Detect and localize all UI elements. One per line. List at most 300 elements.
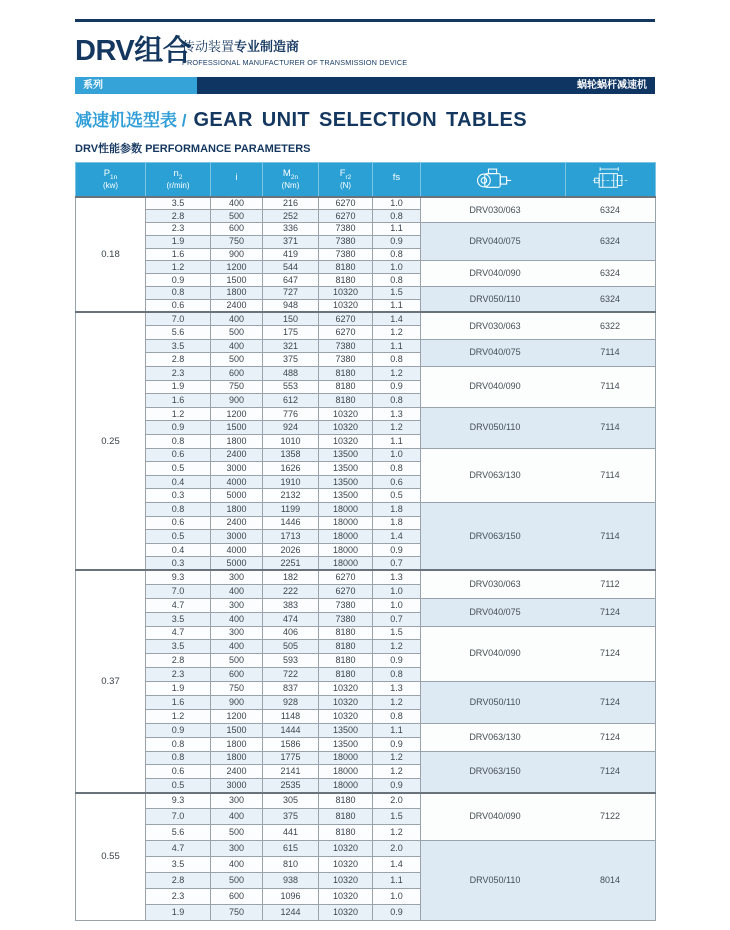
data-cell: 612 [263, 394, 319, 408]
data-cell: 300 [211, 570, 263, 584]
data-cell: 300 [211, 598, 263, 612]
table-row [76, 312, 656, 326]
data-cell: 1200 [211, 709, 263, 723]
data-cell: 0.5 [146, 779, 211, 793]
data-cell: 400 [211, 339, 263, 353]
data-cell: 1446 [263, 516, 319, 530]
data-cell: 727 [263, 287, 319, 300]
data-cell: 419 [263, 248, 319, 261]
data-cell: 10320 [319, 287, 373, 300]
size-label: 6324 [599, 204, 621, 215]
data-cell: 383 [263, 598, 319, 612]
data-cell: 1713 [263, 530, 319, 544]
model-cell [421, 197, 656, 223]
data-cell: 1.3 [373, 682, 421, 696]
data-cell: 400 [211, 584, 263, 598]
model-cell [421, 570, 656, 598]
model-label: DRV030/063 [469, 579, 521, 590]
model-cell [421, 598, 656, 626]
table-header-row [76, 163, 656, 198]
brand-logo: DRV组合 [75, 35, 192, 67]
data-cell: 1800 [211, 737, 263, 751]
data-cell: 615 [263, 841, 319, 857]
data-cell: 938 [263, 873, 319, 889]
data-cell: 1.1 [373, 873, 421, 889]
data-cell: 0.8 [373, 274, 421, 287]
data-cell: 10320 [319, 709, 373, 723]
data-cell: 9.3 [146, 793, 211, 809]
data-cell: 1.0 [373, 598, 421, 612]
data-cell: 0.9 [373, 543, 421, 557]
data-cell: 1800 [211, 287, 263, 300]
table-row [76, 570, 656, 584]
data-cell: 1910 [263, 475, 319, 489]
data-cell: 600 [211, 367, 263, 381]
data-cell: 0.9 [373, 779, 421, 793]
size-label: 6324 [599, 293, 621, 304]
data-cell: 6270 [319, 210, 373, 223]
data-cell: 0.8 [146, 287, 211, 300]
model-label: DRV063/130 [469, 469, 521, 480]
size-label: 7122 [599, 811, 621, 822]
data-cell: 1.3 [373, 407, 421, 421]
data-cell: 1.0 [373, 261, 421, 274]
model-label: DRV063/150 [469, 530, 521, 541]
data-cell: 1.2 [146, 709, 211, 723]
table-row [76, 598, 656, 612]
data-cell: 300 [211, 841, 263, 857]
data-cell: 500 [211, 353, 263, 367]
model-label: DRV050/110 [469, 696, 521, 707]
data-cell: 1358 [263, 448, 319, 462]
data-cell: 7380 [319, 598, 373, 612]
data-cell: 0.6 [373, 475, 421, 489]
data-cell: 3000 [211, 779, 263, 793]
data-cell: 10320 [319, 695, 373, 709]
data-cell: 7.0 [146, 584, 211, 598]
data-cell: 6270 [319, 197, 373, 210]
data-cell: 336 [263, 223, 319, 236]
data-cell: 1.5 [373, 287, 421, 300]
data-cell: 18000 [319, 516, 373, 530]
data-cell: 750 [211, 380, 263, 394]
data-cell: 1200 [211, 407, 263, 421]
data-cell: 900 [211, 248, 263, 261]
size-label: 7114 [600, 422, 620, 433]
data-cell: 375 [263, 809, 319, 825]
col-header-speed: $n_2$ (r/min) [146, 163, 211, 198]
data-cell: 3000 [211, 462, 263, 476]
col-header-radial-load: $F_{r2}$ (N) [319, 163, 373, 198]
power-cell: 0.37 [76, 570, 146, 792]
data-cell: 810 [263, 857, 319, 873]
model-cell [421, 793, 656, 841]
data-cell: 18000 [319, 530, 373, 544]
size-label: 7114 [600, 530, 620, 541]
data-cell: 2251 [263, 557, 319, 571]
data-cell: 321 [263, 339, 319, 353]
size-label: 7124 [599, 606, 621, 617]
data-cell: 4.7 [146, 598, 211, 612]
model-cell [421, 682, 656, 724]
table-body [76, 197, 656, 921]
data-cell: 0.9 [373, 905, 421, 921]
data-cell: 2400 [211, 448, 263, 462]
data-cell: 7.0 [146, 809, 211, 825]
data-cell: 0.8 [373, 709, 421, 723]
model-label: DRV063/150 [469, 766, 521, 777]
data-cell: 6270 [319, 570, 373, 584]
data-cell: 0.4 [146, 543, 211, 557]
gearbox-icon [421, 166, 565, 194]
data-cell: 1.4 [373, 857, 421, 873]
data-cell: 0.9 [146, 723, 211, 737]
data-cell: 2141 [263, 765, 319, 779]
data-cell: 1.6 [146, 695, 211, 709]
data-cell: 8180 [319, 793, 373, 809]
data-cell: 0.9 [373, 737, 421, 751]
table-row [76, 626, 656, 640]
data-cell: 1.8 [373, 502, 421, 516]
series-bar [75, 77, 655, 94]
table-row [76, 223, 656, 236]
data-cell: 5.6 [146, 825, 211, 841]
data-cell: 4.7 [146, 626, 211, 640]
data-cell: 1626 [263, 462, 319, 476]
data-cell: 600 [211, 889, 263, 905]
data-cell: 1.9 [146, 380, 211, 394]
model-cell [421, 626, 656, 682]
data-cell: 1.4 [373, 312, 421, 326]
data-cell: 1.2 [373, 765, 421, 779]
series-product-label: 蜗轮蜗杆减速机 [197, 77, 655, 94]
table-row [76, 407, 656, 421]
data-cell: 1.2 [373, 367, 421, 381]
data-cell: 1500 [211, 421, 263, 435]
data-cell: 1096 [263, 889, 319, 905]
data-cell: 8180 [319, 654, 373, 668]
data-cell: 441 [263, 825, 319, 841]
size-label: 6324 [599, 236, 621, 247]
data-cell: 0.6 [146, 765, 211, 779]
tagline-cn [182, 36, 407, 55]
data-cell: 252 [263, 210, 319, 223]
data-cell: 3.5 [146, 612, 211, 626]
data-cell: 2400 [211, 516, 263, 530]
data-cell: 600 [211, 668, 263, 682]
data-cell: 1.2 [146, 407, 211, 421]
col-header-ratio: i [211, 163, 263, 198]
data-cell: 8180 [319, 668, 373, 682]
data-cell: 750 [211, 682, 263, 696]
data-cell: 305 [263, 793, 319, 809]
data-cell: 13500 [319, 737, 373, 751]
data-cell: 400 [211, 197, 263, 210]
performance-table [75, 162, 656, 921]
motor-dimension-icon [566, 166, 655, 194]
data-cell: 0.7 [373, 557, 421, 571]
page-subtitle: DRV性能参数 PERFORMANCE PARAMETERS [75, 143, 311, 155]
data-cell: 2.8 [146, 654, 211, 668]
data-cell: 1.2 [373, 695, 421, 709]
data-cell: 1.2 [373, 326, 421, 340]
col-header-size [566, 163, 656, 198]
data-cell: 400 [211, 612, 263, 626]
data-cell: 8180 [319, 274, 373, 287]
table-row [76, 339, 656, 353]
data-cell: 0.9 [146, 274, 211, 287]
data-cell: 2.3 [146, 889, 211, 905]
data-cell: 2400 [211, 299, 263, 312]
data-cell: 1.2 [373, 421, 421, 435]
tagline-cn-bold: 专业制造商 [234, 39, 300, 54]
data-cell: 2400 [211, 765, 263, 779]
data-cell: 900 [211, 695, 263, 709]
model-cell [421, 502, 656, 570]
model-label: DRV040/075 [469, 236, 521, 247]
data-cell: 1775 [263, 751, 319, 765]
data-cell: 474 [263, 612, 319, 626]
data-cell: 10320 [319, 905, 373, 921]
data-cell: 1.2 [373, 825, 421, 841]
data-cell: 18000 [319, 765, 373, 779]
data-cell: 8180 [319, 825, 373, 841]
size-label: 7124 [599, 766, 621, 777]
data-cell: 0.5 [146, 530, 211, 544]
data-cell: 222 [263, 584, 319, 598]
data-cell: 18000 [319, 502, 373, 516]
data-cell: 0.8 [146, 435, 211, 449]
data-cell: 400 [211, 857, 263, 873]
data-cell: 4.7 [146, 841, 211, 857]
data-cell: 0.8 [373, 248, 421, 261]
data-cell: 1444 [263, 723, 319, 737]
data-cell: 722 [263, 668, 319, 682]
model-label: DRV040/090 [469, 811, 521, 822]
power-cell: 0.18 [76, 197, 146, 312]
table-row [76, 841, 656, 857]
data-cell: 1.5 [373, 626, 421, 640]
model-label: DRV063/130 [469, 731, 521, 742]
data-cell: 18000 [319, 779, 373, 793]
model-cell [421, 312, 656, 339]
data-cell: 1.1 [373, 299, 421, 312]
data-cell: 1.0 [373, 584, 421, 598]
data-cell: 593 [263, 654, 319, 668]
data-cell: 1.9 [146, 905, 211, 921]
data-cell: 371 [263, 235, 319, 248]
data-cell: 6270 [319, 326, 373, 340]
data-cell: 500 [211, 825, 263, 841]
data-cell: 0.9 [373, 235, 421, 248]
data-cell: 505 [263, 640, 319, 654]
data-cell: 8180 [319, 261, 373, 274]
page-title-en: GEAR UNIT SELECTION TABLES [193, 109, 527, 131]
data-cell: 13500 [319, 475, 373, 489]
data-cell: 553 [263, 380, 319, 394]
data-cell: 400 [211, 809, 263, 825]
data-cell: 0.9 [373, 380, 421, 394]
data-cell: 10320 [319, 682, 373, 696]
data-cell: 924 [263, 421, 319, 435]
data-cell: 7380 [319, 353, 373, 367]
data-cell: 1.2 [146, 261, 211, 274]
data-cell: 13500 [319, 489, 373, 503]
data-cell: 1.2 [373, 640, 421, 654]
data-cell: 4000 [211, 475, 263, 489]
table-row [76, 502, 656, 516]
data-cell: 1.3 [373, 570, 421, 584]
table-row [76, 261, 656, 274]
data-cell: 928 [263, 695, 319, 709]
model-cell [421, 448, 656, 502]
data-cell: 0.8 [373, 668, 421, 682]
data-cell: 2535 [263, 779, 319, 793]
size-label: 8014 [599, 875, 621, 886]
data-cell: 7380 [319, 339, 373, 353]
data-cell: 0.5 [373, 489, 421, 503]
data-cell: 2.0 [373, 793, 421, 809]
data-cell: 1.4 [373, 530, 421, 544]
data-cell: 3.5 [146, 640, 211, 654]
model-cell [421, 261, 656, 287]
data-cell: 500 [211, 654, 263, 668]
model-label: DRV040/090 [469, 268, 521, 279]
data-cell: 500 [211, 873, 263, 889]
data-cell: 837 [263, 682, 319, 696]
data-cell: 1.9 [146, 235, 211, 248]
data-cell: 175 [263, 326, 319, 340]
size-label: 7124 [599, 648, 621, 659]
data-cell: 1500 [211, 723, 263, 737]
data-cell: 0.8 [373, 210, 421, 223]
table-row [76, 793, 656, 809]
data-cell: 1.0 [373, 197, 421, 210]
data-cell: 10320 [319, 421, 373, 435]
selection-table-wrap [75, 162, 656, 921]
data-cell: 948 [263, 299, 319, 312]
page-title-cn: 减速机选型表 / [75, 111, 187, 130]
tagline-cn-light: 传动装置 [182, 39, 235, 54]
data-cell: 2.3 [146, 223, 211, 236]
size-label: 6324 [599, 268, 621, 279]
data-cell: 8180 [319, 626, 373, 640]
data-cell: 3.5 [146, 339, 211, 353]
data-cell: 1.0 [373, 448, 421, 462]
data-cell: 0.6 [146, 448, 211, 462]
data-cell: 7380 [319, 223, 373, 236]
model-label: DRV030/063 [469, 320, 521, 331]
col-header-torque: $M_{2n}$ (Nm) [263, 163, 319, 198]
data-cell: 647 [263, 274, 319, 287]
data-cell: 500 [211, 210, 263, 223]
data-cell: 544 [263, 261, 319, 274]
data-cell: 776 [263, 407, 319, 421]
model-label: DRV050/110 [469, 422, 521, 433]
data-cell: 10320 [319, 857, 373, 873]
brand-taglines [182, 36, 407, 67]
data-cell: 1.0 [373, 889, 421, 905]
data-cell: 2132 [263, 489, 319, 503]
data-cell: 0.9 [373, 654, 421, 668]
page-title [75, 106, 527, 132]
data-cell: 0.6 [146, 516, 211, 530]
data-cell: 13500 [319, 723, 373, 737]
table-row [76, 751, 656, 765]
data-cell: 13500 [319, 448, 373, 462]
data-cell: 10320 [319, 889, 373, 905]
top-rule [75, 19, 655, 22]
data-cell: 2.0 [373, 841, 421, 857]
model-label: DRV040/075 [469, 347, 521, 358]
data-cell: 18000 [319, 557, 373, 571]
data-cell: 1800 [211, 435, 263, 449]
col-header-power: $P_{1n}$ (kw) [76, 163, 146, 198]
data-cell: 600 [211, 223, 263, 236]
table-row [76, 287, 656, 300]
data-cell: 1.1 [373, 223, 421, 236]
power-cell: 0.55 [76, 793, 146, 921]
data-cell: 1.2 [373, 751, 421, 765]
data-cell: 18000 [319, 751, 373, 765]
model-cell [421, 723, 656, 751]
size-label: 7114 [600, 381, 620, 392]
data-cell: 8180 [319, 367, 373, 381]
table-row [76, 197, 656, 210]
data-cell: 13500 [319, 462, 373, 476]
data-cell: 5000 [211, 557, 263, 571]
data-cell: 3000 [211, 530, 263, 544]
data-cell: 0.5 [146, 462, 211, 476]
model-label: DRV050/110 [469, 875, 521, 886]
data-cell: 8180 [319, 394, 373, 408]
data-cell: 750 [211, 905, 263, 921]
data-cell: 182 [263, 570, 319, 584]
data-cell: 8180 [319, 380, 373, 394]
tagline-en: PROFESSIONAL MANUFACTURER OF TRANSMISSION DEVICE [182, 58, 408, 67]
data-cell: 300 [211, 793, 263, 809]
data-cell: 1148 [263, 709, 319, 723]
series-label: 系列 [75, 77, 197, 94]
data-cell: 10320 [319, 299, 373, 312]
model-label: DRV040/090 [469, 381, 521, 392]
model-label: DRV040/075 [469, 606, 521, 617]
data-cell: 0.3 [146, 489, 211, 503]
data-cell: 18000 [319, 543, 373, 557]
data-cell: 1800 [211, 751, 263, 765]
data-cell: 2.8 [146, 353, 211, 367]
data-cell: 1.1 [373, 435, 421, 449]
model-cell [421, 751, 656, 793]
data-cell: 0.8 [146, 737, 211, 751]
data-cell: 1244 [263, 905, 319, 921]
data-cell: 3.5 [146, 197, 211, 210]
data-cell: 488 [263, 367, 319, 381]
data-cell: 2.8 [146, 210, 211, 223]
data-cell: 1.5 [373, 809, 421, 825]
power-cell: 0.25 [76, 312, 146, 570]
model-label: DRV030/063 [469, 204, 521, 215]
data-cell: 1200 [211, 261, 263, 274]
data-cell: 8180 [319, 809, 373, 825]
data-cell: 7.0 [146, 312, 211, 326]
col-header-model [421, 163, 566, 198]
size-label: 7114 [600, 469, 620, 480]
data-cell: 1.9 [146, 682, 211, 696]
data-cell: 0.7 [373, 612, 421, 626]
model-cell [421, 223, 656, 261]
data-cell: 7380 [319, 235, 373, 248]
